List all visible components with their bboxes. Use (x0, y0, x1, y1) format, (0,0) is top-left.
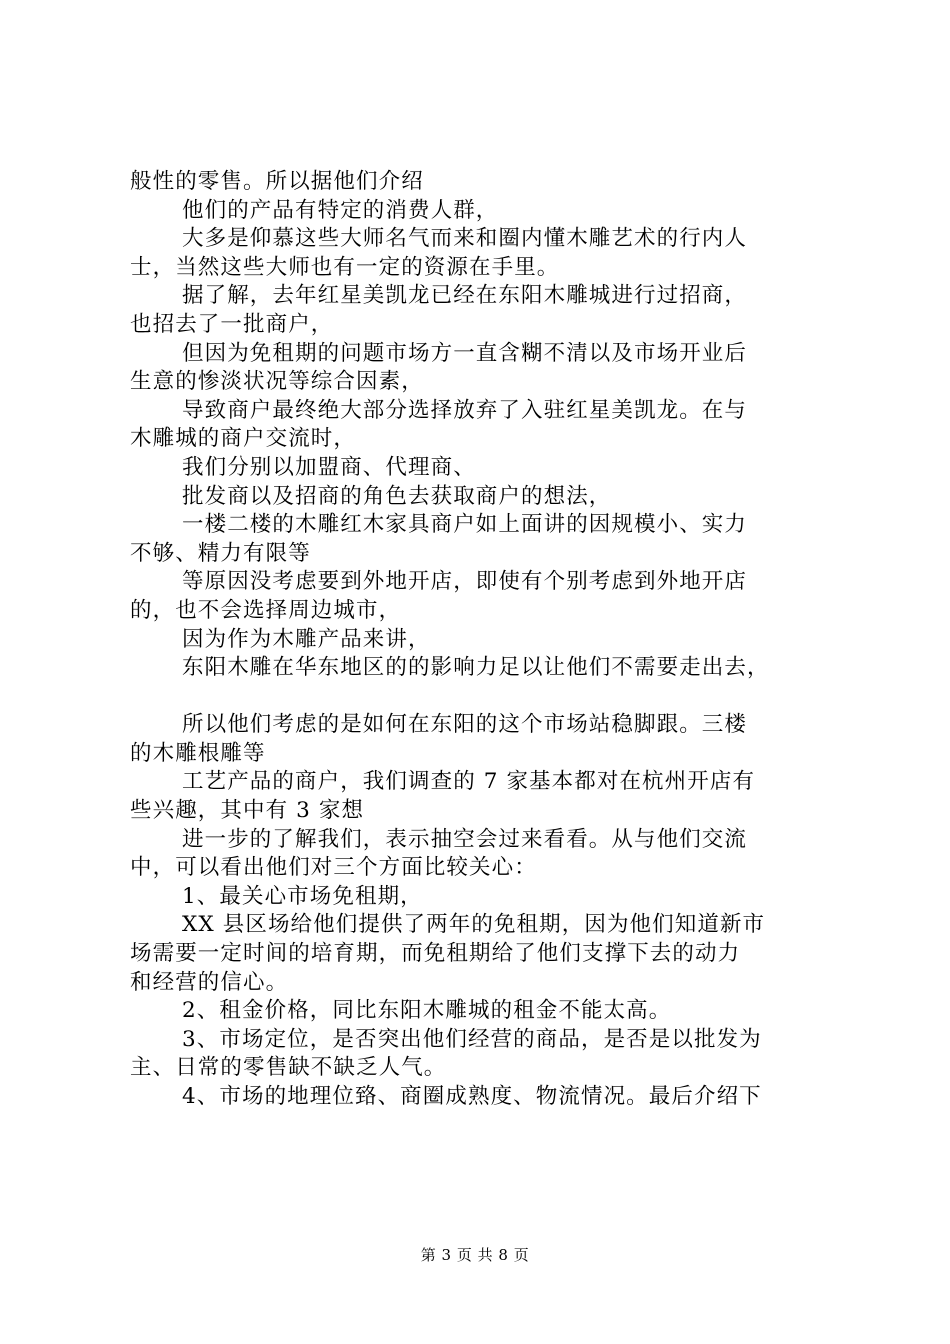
paragraph-line: 和经营的信心。 (130, 969, 289, 995)
paragraph-line: 所以他们考虑的是如何在东阳的这个市场站稳脚跟。三楼 (182, 712, 748, 738)
paragraph-line: 3、市场定位，是否突出他们经营的商品，是否是以批发为 (182, 1026, 762, 1052)
paragraph-line: 我们分别以加盟商、代理商、 (182, 454, 476, 480)
paragraph-line: 的，也不会选择周边城市， (130, 597, 402, 623)
document-body (130, 168, 830, 1112)
paragraph-line: 场需要一定时间的培育期，而免租期给了他们支撑下去的动力 (130, 941, 741, 967)
paragraph-line: 工艺产品的商户，我们调查的 7 家基本都对在杭州开店有 (182, 769, 756, 795)
paragraph-line: 但因为免租期的问题市场方一直含糊不清以及市场开业后 (182, 340, 748, 366)
page-footer: 第 3 页 共 8 页 (420, 1246, 530, 1264)
paragraph-line: 2、租金价格，同比东阳木雕城的租金不能太高。 (182, 998, 672, 1024)
paragraph-line: 生意的惨淡状况等综合因素， (130, 369, 424, 395)
paragraph-line: 大多是仰慕这些大师名气而来和圈内懂木雕艺术的行内人 (182, 226, 748, 252)
paragraph-line: 据了解，去年红星美凯龙已经在东阳木雕城进行过招商， (182, 283, 748, 309)
paragraph-line: 士，当然这些大师也有一定的资源在手里。 (130, 254, 560, 280)
paragraph-line: 些兴趣，其中有 3 家想 (130, 798, 365, 824)
paragraph-line: 般性的零售。所以据他们介绍 (130, 169, 424, 194)
paragraph-line: 等原因没考虑要到外地开店，即使有个别考虑到外地开店 (182, 569, 748, 595)
paragraph-line: 主、日常的零售缺不缺乏人气。 (130, 1055, 447, 1081)
paragraph-line: 的木雕根雕等 (130, 740, 266, 766)
paragraph-line: 也招去了一批商户， (130, 311, 334, 337)
paragraph-line: 不够、精力有限等 (130, 540, 311, 566)
paragraph-line: 东阳木雕在华东地区的的影响力足以让他们不需要走出去， (182, 655, 770, 681)
paragraph-line: 批发商以及招商的角色去获取商户的想法， (182, 483, 612, 509)
paragraph-line: 他们的产品有特定的消费人群， (182, 197, 499, 223)
paragraph-line: XX 县区场给他们提供了两年的免租期，因为他们知道新市 (182, 912, 766, 938)
paragraph-line: 木雕城的商户交流时， (130, 426, 357, 452)
paragraph-line: 4、市场的地理位臵、商圈成熟度、物流情况。最后介绍下 (182, 1084, 762, 1109)
paragraph-line: 进一步的了解我们，表示抽空会过来看看。从与他们交流 (182, 826, 748, 852)
paragraph-line: 导致商户最终绝大部分选择放弃了入驻红星美凯龙。在与 (182, 397, 748, 423)
blank-line (130, 683, 830, 712)
paragraph-line: 一楼二楼的木雕红木家具商户如上面讲的因规模小、实力 (182, 512, 748, 538)
paragraph-line: 因为作为木雕产品来讲， (182, 626, 431, 652)
paragraph-line: 1、最关心市场免租期， (182, 883, 423, 909)
paragraph-line: 中，可以看出他们对三个方面比较关心： (130, 855, 537, 881)
